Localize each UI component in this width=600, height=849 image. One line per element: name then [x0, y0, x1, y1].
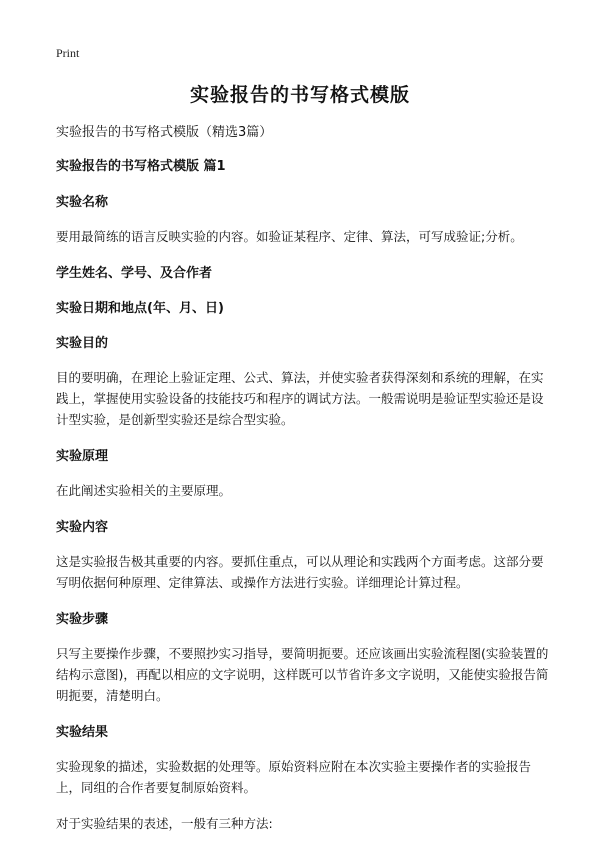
- section-text-content: 这是实验报告极其重要的内容。要抓住重点，可以从理论和实践两个方面考虑。这部分要写明依据何种原理、定律算法、或操作方法进行实验。详细理论计算过程。: [56, 554, 544, 590]
- section-text-name: 要用最简练的语言反映实验的内容。如验证某程序、定律、算法，可写成验证;分析。: [56, 229, 523, 244]
- page-title: 实验报告的书写格式模版: [189, 84, 410, 106]
- section-heading-principle: 实验原理: [56, 449, 109, 464]
- article-title: 实验报告的书写格式模版 篇1: [56, 159, 226, 174]
- section-heading-result: 实验结果: [56, 725, 109, 740]
- section-heading-student: 学生姓名、学号、及合作者: [56, 266, 213, 281]
- section-heading-date: 实验日期和地点(年、月、日): [56, 301, 224, 316]
- section-heading-purpose: 实验目的: [56, 336, 109, 351]
- section-text-result: 实验现象的描述，实验数据的处理等。原始资料应附在本次实验主要操作者的实验报告上，同组的合作者要复制原始资料。: [56, 759, 532, 795]
- section-text-purpose: 目的要明确，在理论上验证定理、公式、算法，并使实验者获得深刻和系统的理解，在实践上，掌握使用实验设备的技能技巧和程序的调试方法。一般需说明是验证型实验还是设计型实验，是创新型实验还是综合型实验。: [56, 370, 544, 427]
- section-heading-name: 实验名称: [56, 195, 109, 210]
- print-link[interactable]: Print: [56, 46, 80, 60]
- document-body: [56, 121, 550, 849]
- section-text-principle: 在此阐述实验相关的主要原理。: [56, 483, 232, 498]
- section-text-result-methods: 对于实验结果的表述，一般有三种方法:: [56, 816, 273, 831]
- section-heading-content: 实验内容: [56, 520, 109, 535]
- document-subtitle: 实验报告的书写格式模版（精选3篇）: [56, 125, 273, 140]
- section-heading-steps: 实验步骤: [56, 612, 109, 627]
- section-text-steps: 只写主要操作步骤，不要照抄实习指导，要简明扼要。还应该画出实验流程图(实验装置的结构示意图)，再配以相应的文字说明，这样既可以节省许多文字说明，又能使实验报告简明扼要，清楚明白。: [56, 646, 549, 703]
